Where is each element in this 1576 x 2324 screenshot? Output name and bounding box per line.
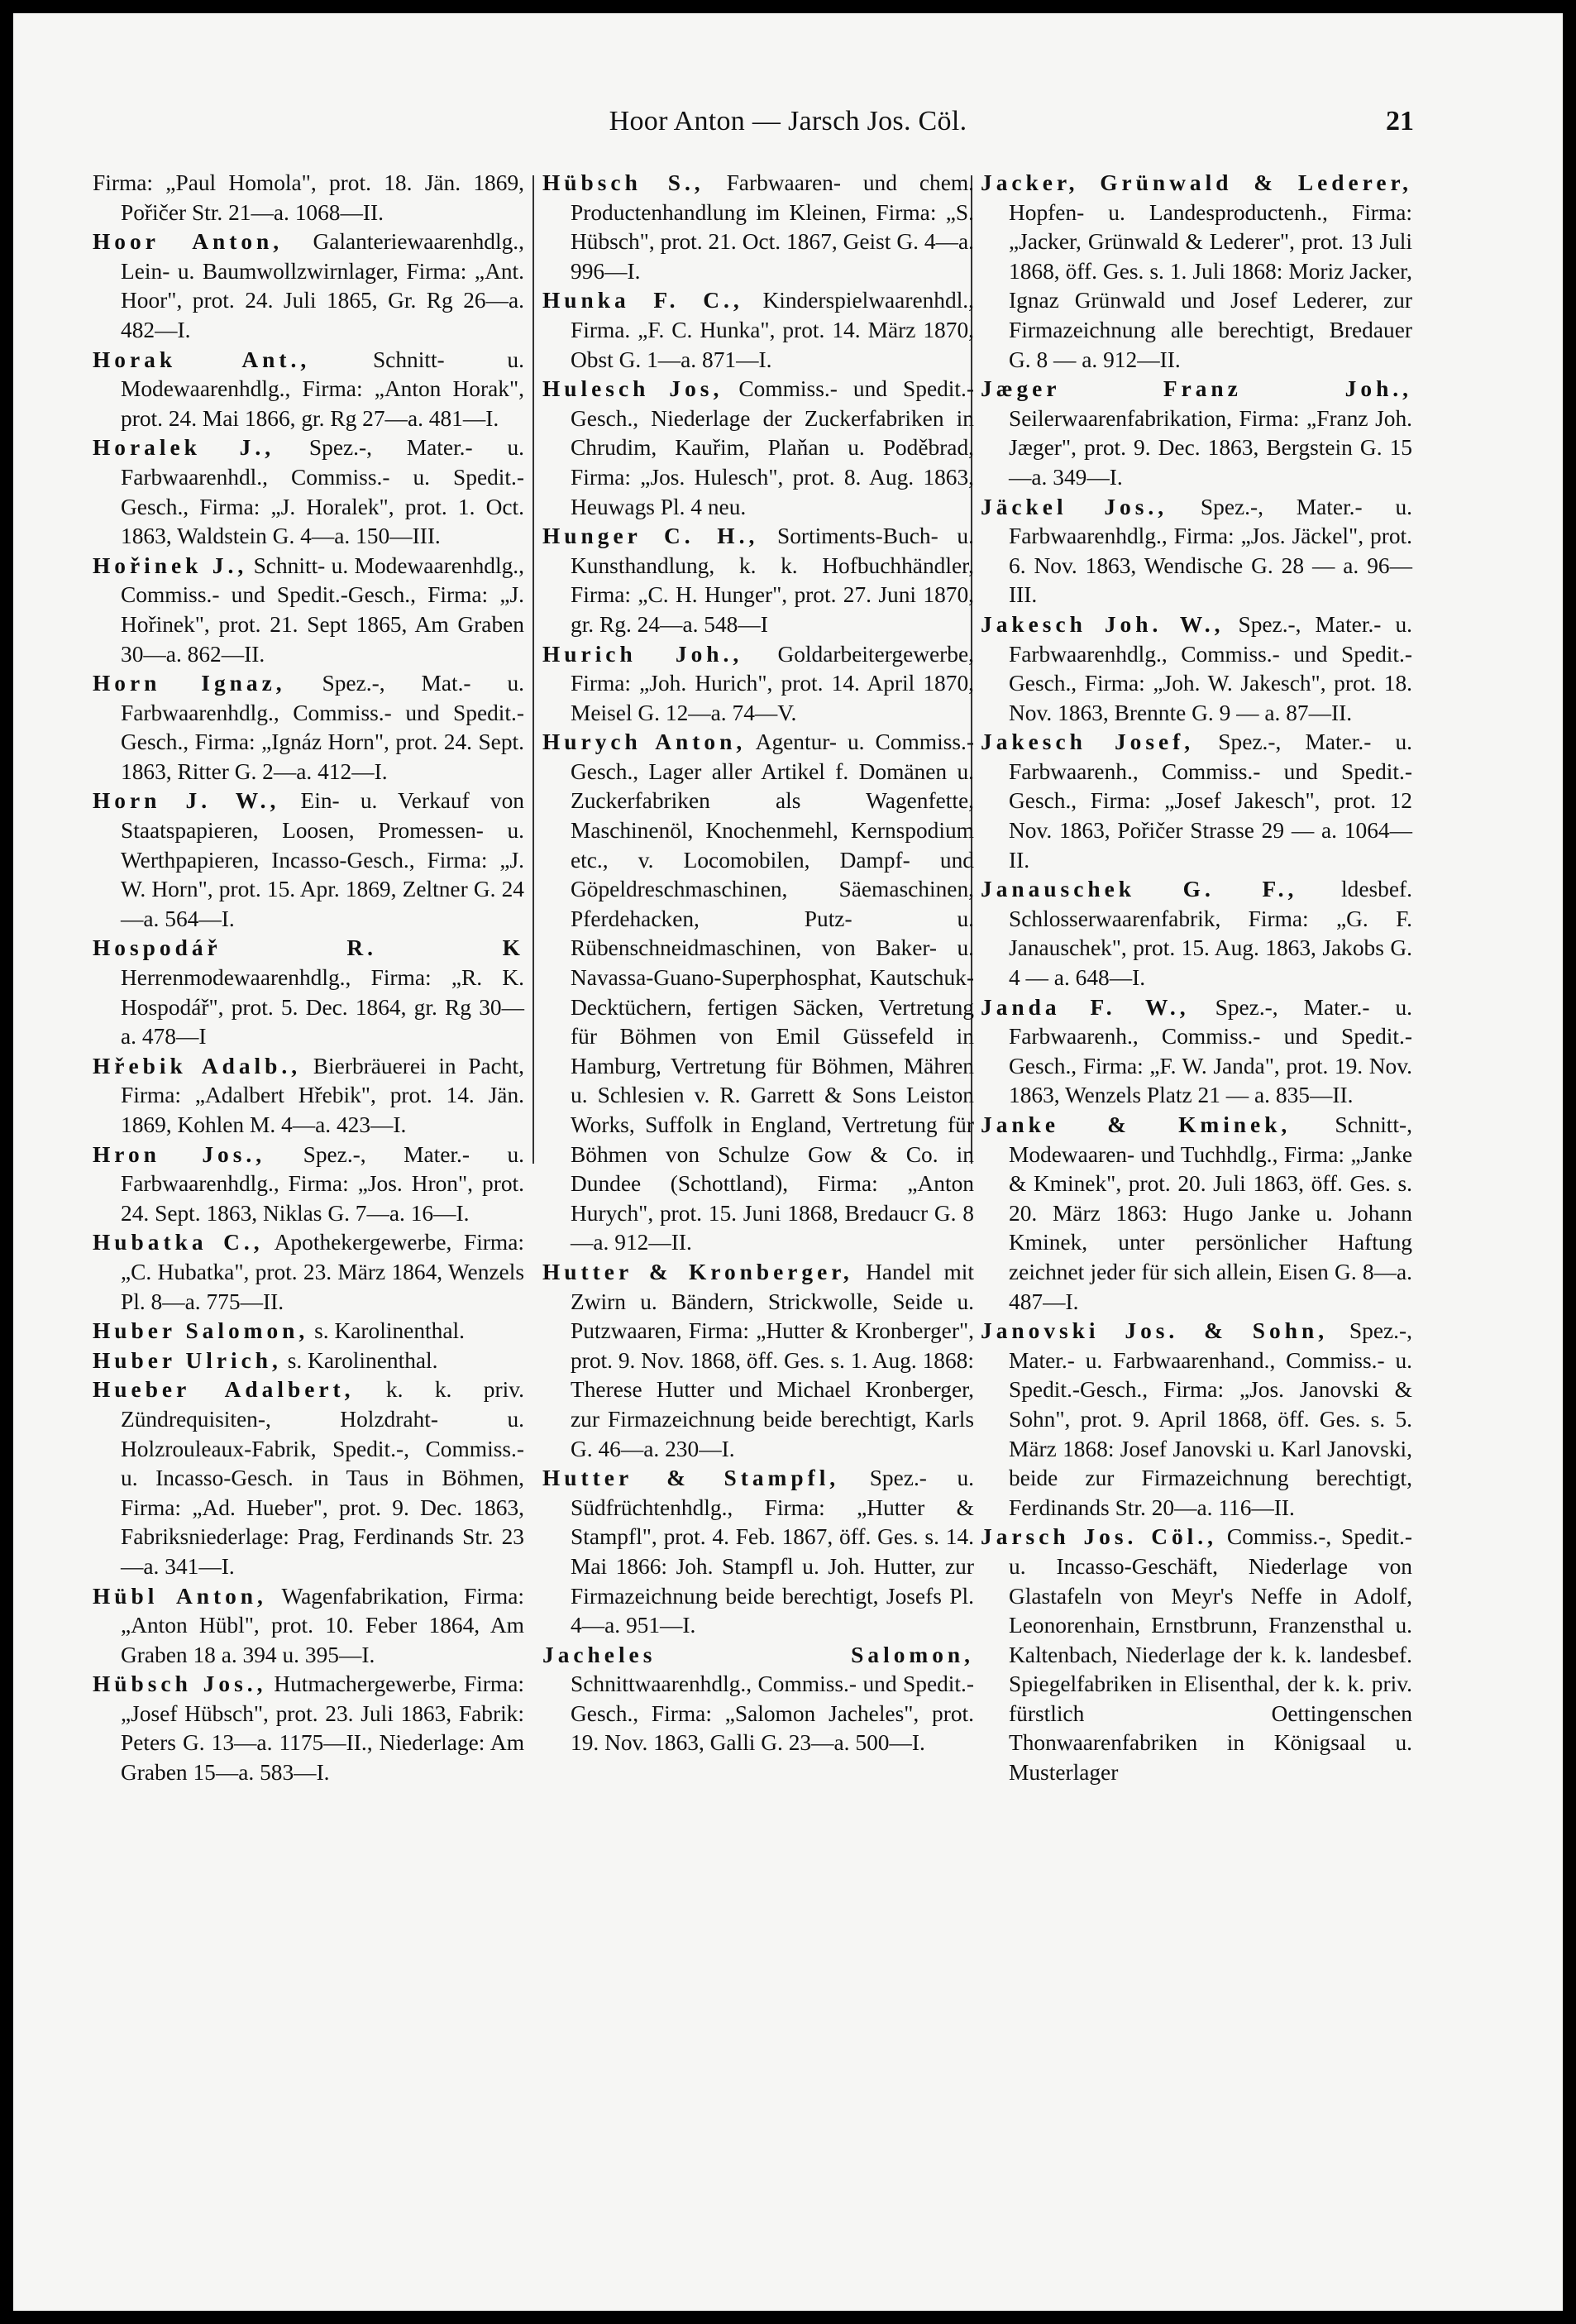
entry-text: Spez.-, Mater.- u. Farbwaarenhdl., Commiss.- u. Spedit.-Gesch., Firma: „J. Horalek", prot. 1. Oct. 1863, Waldstein G. 4—a. 150—III. xyxy=(121,435,525,549)
directory-entry xyxy=(93,552,524,669)
entry-text: Apothekergewerbe, Firma: „C. Hubatka", prot. 23. März 1864, Wenzels Pl. 8—a. 775—II. xyxy=(121,1230,524,1314)
entry-name: Hutter & Stampfl, xyxy=(542,1466,840,1491)
directory-entry xyxy=(93,934,524,1051)
entry-text: Firma: „Paul Homola", prot. 18. Jän. 1869, Pořičer Str. 21—a. 1068—II. xyxy=(93,170,524,225)
directory-entry xyxy=(981,375,1412,492)
entry-text: Goldarbeitergewerbe, Firma: „Joh. Hurich", prot. 14. April 1870, Meisel G. 12—a. 74—V. xyxy=(571,641,974,725)
entry-name: Hunka F. C., xyxy=(542,288,743,313)
entry-text: Spez.-, Mater.- u. Farbwaarenhdlg., Commiss.- und Spedit.-Gesch., Firma: „Joh. W. Jakesch", prot. 18. Nov. 1863, Brennte G. 9 — a. 87—II. xyxy=(1009,611,1412,725)
directory-entry xyxy=(542,522,974,639)
entry-text: Spez.-, Mater.- u. Farbwaarenh., Commiss.- und Spedit.-Gesch., Firma: „F. W. Janda", prot. 19. Nov. 1863, Wenzels Platz 21 — a. 835—II. xyxy=(1009,994,1412,1108)
entry-text: Ein- u. Verkauf von Staatspapieren, Loosen, Promessen- u. Werthpapieren, Incasso-Gesch., Firma: „J. W. Horn", prot. 15. Apr. 1869, Zeltner G. 24—a. 564—I. xyxy=(121,788,524,931)
entry-name: Jæger Franz Joh., xyxy=(981,376,1412,402)
entry-text: ldesbef. Schlosserwaarenfabrik, Firma: „G. F. Janauschek", prot. 15. Aug. 1863, Jakobs G. 4 — a. 648—I. xyxy=(1009,877,1412,991)
entry-name: Jäckel Jos., xyxy=(981,494,1168,519)
directory-entry xyxy=(981,1317,1412,1523)
directory-entry xyxy=(93,1582,524,1671)
directory-entry xyxy=(542,375,974,522)
entry-text: Hutmachergewerbe, Firma: „Josef Hübsch", prot. 23. Juli 1863, Fabrik: Peters G. 13—a. 1175—II., Niederlage: Am Graben 15—a. 583—I. xyxy=(121,1671,524,1786)
entry-text: Schnitt-, Modewaaren- und Tuchhdlg., Firma: „Janke & Kminek", prot. 20. Juli 1863, öff. Ges. s. 20. März 1863: Hugo Janke u. Johann Kminek, unter persönlicher Haftung zeichnet jeder für sich allein, Eisen G. 8—a. 487—I. xyxy=(1009,1112,1412,1314)
entry-name: Jacker, Grünwald & Lederer, xyxy=(981,170,1412,195)
entry-name: Hulesch Jos, xyxy=(542,376,724,402)
entry-name: Jakesch Joh. W., xyxy=(981,611,1225,637)
entry-text: Spez.-, Mater.- u. Farbwaarenh., Commiss.- und Spedit.-Gesch., Firma: „Josef Jakesch", prot. 12 Nov. 1863, Pořičer Strasse 29 — a. 1064—II. xyxy=(1009,729,1412,873)
entry-name: Jacheles Salomon, xyxy=(542,1642,974,1667)
entry-name: Huber Ulrich, xyxy=(93,1347,282,1373)
directory-entry xyxy=(93,1317,524,1346)
entry-name: Horalek J., xyxy=(93,435,275,461)
entry-text: Handel mit Zwirn u. Bändern, Strickwolle, Seide u. Putzwaaren, Firma: „Hutter & Kronberger", prot. 9. Nov. 1868, öff. Ges. s. 1. Aug. 1868: Therese Hutter und Michael Kronberger, zur Firmazeichnung beide berechtigt, Karls G. 46—a. 230—I. xyxy=(571,1259,974,1461)
entry-name: Hübsch S., xyxy=(542,170,704,195)
directory-entry xyxy=(93,1670,524,1787)
entry-name: Hřebik Adalb., xyxy=(93,1053,302,1078)
entry-name: Hurich Joh., xyxy=(542,641,743,667)
entry-name: Hübsch Jos., xyxy=(93,1671,267,1697)
directory-entry xyxy=(542,1258,974,1464)
directory-entry xyxy=(981,728,1412,875)
entry-name: Huber Salomon, xyxy=(93,1318,309,1344)
directory-entry xyxy=(542,286,974,375)
entry-name: Jakesch Josef, xyxy=(981,729,1195,755)
entry-text: Spez.-, Mater.- u. Farbwaarenhand., Commiss.- u. Spedit.-Gesch., Firma: „Jos. Janovski & Sohn", prot. 9. April 1868, öff. Ges. s. 5. März 1868: Josef Janovski u. Karl Janovski, beide zur Firmazeichnung berechtigt, Ferdinands Str. 20—a. 116—II. xyxy=(1009,1318,1412,1520)
column-3 xyxy=(981,169,1412,1788)
entry-text: Wagenfabrikation, Firma: „Anton Hübl", prot. 10. Feber 1864, Am Graben 18 a. 394 u. 395—I. xyxy=(121,1583,524,1667)
directory-entry xyxy=(93,1346,524,1376)
entry-text: s. Karolinenthal. xyxy=(314,1318,465,1344)
entry-name: Hueber Adalbert, xyxy=(93,1377,355,1403)
entry-name: Hron Jos., xyxy=(93,1141,266,1167)
entry-name: Horn Ignaz, xyxy=(93,671,286,696)
entry-text: Commiss.-, Spedit.- u. Incasso-Geschäft, Niederlage von Glastafeln von Meyr's Neffe in Adolf, Leonorenhain, Ernstbrunn, Franzensthal u. Kaltenbach, Niederlage der k. k. landesbef. Spiegelfabriken in Elisenthal, der k. k. priv. fürstlich Oettingenschen Thonwaarenfabriken in Königsaal u. Musterlager xyxy=(1009,1524,1412,1786)
entry-name: Janda F. W., xyxy=(981,994,1190,1020)
column-2 xyxy=(542,169,974,1758)
entry-name: Hunger C. H., xyxy=(542,524,759,549)
directory-entry xyxy=(542,640,974,729)
entry-text: Seilerwaarenfabrikation, Firma: „Franz Joh. Jæger", prot. 9. Dec. 1863, Bergstein G. 15—a. 349—I. xyxy=(1009,405,1412,490)
entry-text: Kinderspielwaarenhdl., Firma. „F. C. Hunka", prot. 14. März 1870, Obst G. 1—a. 871—I. xyxy=(571,288,974,372)
directory-entry xyxy=(93,169,524,227)
directory-entry xyxy=(981,1523,1412,1787)
directory-entry xyxy=(93,1052,524,1140)
entry-name: Horak Ant., xyxy=(93,347,311,372)
entry-text: Spez.-, Mater.- u. Farbwaarenhdlg., Firma: „Jos. Hron", prot. 24. Sept. 1863, Niklas G. 7—a. 16—I. xyxy=(121,1141,524,1226)
page-number: 21 xyxy=(1386,106,1414,136)
entry-text: Spez.-, Mat.- u. Farbwaarenhdlg., Commiss.- und Spedit.-Gesch., Firma: „Ignáz Horn", prot. 24. Sept. 1863, Ritter G. 2—a. 412—I. xyxy=(121,671,524,784)
entry-text: Galanteriewaarenhdlg., Lein- u. Baumwollzwirnlager, Firma: „Ant. Hoor", prot. 24. Juli 1865, Gr. Rg 26—a. 482—I. xyxy=(121,229,524,342)
entry-name: Hubatka C., xyxy=(93,1230,264,1255)
entry-name: Hořinek J., xyxy=(93,552,248,578)
entry-name: Hospodář R. K xyxy=(93,935,524,961)
entry-text: Schnitt- u. Modewaarenhdlg., Commiss.- und Spedit.-Gesch., Firma: „J. Hořinek", prot. 21. Sept 1865, Am Graben 30—a. 862—II. xyxy=(121,552,524,667)
directory-entry xyxy=(542,1464,974,1641)
column-1 xyxy=(93,169,524,1788)
entry-text: Schnittwaarenhdlg., Commiss.- und Spedit.-Gesch., Firma: „Salomon Jacheles", prot. 19. Nov. 1863, Galli G. 23—a. 500—I. xyxy=(571,1671,974,1756)
entry-text: Spez.- u. Südfrüchtenhdlg., Firma: „Hutter & Stampfl", prot. 4. Feb. 1867, öff. Ges. s. 14. Mai 1866: Joh. Stampfl u. Joh. Hutter, zur Firmazeichnung beide berechtigt, Josefs Pl. 4—a. 951—I. xyxy=(571,1466,974,1638)
entry-name: Hutter & Kronberger, xyxy=(542,1259,853,1284)
entry-text: Schnitt- u. Modewaarenhdlg., Firma: „Anton Horak", prot. 24. Mai 1866, gr. Rg 27—a. 481—I. xyxy=(121,347,524,431)
entry-name: Horn J. W., xyxy=(93,788,280,814)
directory-entry xyxy=(542,169,974,286)
directory-entry xyxy=(981,875,1412,992)
directory-entry xyxy=(542,1641,974,1758)
directory-entry xyxy=(93,1140,524,1229)
entry-text: Spez.-, Mater.- u. Farbwaarenhdlg., Firma: „Jos. Jäckel", prot. 6. Nov. 1863, Wendische G. 28 — a. 96—III. xyxy=(1009,494,1412,608)
directory-entry xyxy=(93,346,524,434)
directory-entry xyxy=(981,493,1412,610)
directory-entry xyxy=(981,1111,1412,1317)
entry-text: Farbwaaren- und chem. Productenhandlung im Kleinen, Firma: „S. Hübsch", prot. 21. Oct. 1867, Geist G. 4—a. 996—I. xyxy=(571,170,974,284)
directory-entry xyxy=(981,169,1412,375)
directory-entry xyxy=(93,433,524,551)
directory-entry xyxy=(981,610,1412,728)
entry-name: Hurych Anton, xyxy=(542,729,747,755)
entry-name: Janke & Kminek, xyxy=(981,1112,1292,1137)
entry-name: Janovski Jos. & Sohn, xyxy=(981,1318,1329,1344)
entry-text: Bierbräuerei in Pacht, Firma: „Adalbert Hřebik", prot. 14. Jän. 1869, Kohlen M. 4—a. 423—I. xyxy=(121,1053,524,1137)
entry-text: Hopfen- u. Landesproductenh., Firma: „Jacker, Grünwald & Lederer", prot. 13 Juli 1868, öff. Ges. s. 1. Juli 1868: Moriz Jacker, Ignaz Grünwald und Josef Lederer, zur Firmazeichnung alle berechtigt, Bredauer G. 8 — a. 912—II. xyxy=(1009,199,1412,372)
running-header xyxy=(13,106,1563,147)
column-rule xyxy=(532,175,534,1164)
directory-entry xyxy=(93,227,524,345)
entry-text: k. k. priv. Zündrequisiten-, Holzdraht- u. Holzrouleaux-Fabrik, Spedit.-, Commiss.- u. Incasso-Gesch. in Taus in Böhmen, Firma: „Ad. Hueber", prot. 9. Dec. 1863, Fabriksniederlage: Prag, Ferdinands Str. 23—a. 341—I. xyxy=(121,1377,524,1579)
entry-name: Hübl Anton, xyxy=(93,1583,267,1609)
directory-entry xyxy=(981,993,1412,1111)
directory-entry xyxy=(93,787,524,934)
directory-entry xyxy=(93,1228,524,1317)
header-title: Hoor Anton — Jarsch Jos. Cöl. xyxy=(609,106,967,136)
entry-text: Commiss.- und Spedit.-Gesch., Niederlage der Zuckerfabriken in Chrudim, Kauřim, Plaňan u. Poděbrad, Firma: „Jos. Hulesch", prot. 8. Aug. 1863, Heuwags Pl. 4 neu. xyxy=(571,376,974,519)
entry-name: Janauschek G. F., xyxy=(981,877,1298,902)
entry-text: s. Karolinenthal. xyxy=(287,1347,438,1373)
directory-entry xyxy=(93,1375,524,1581)
page xyxy=(13,13,1563,2311)
directory-entry xyxy=(542,728,974,1258)
entry-text: Herrenmodewaarenhdlg., Firma: „R. K. Hospodář", prot. 5. Dec. 1864, gr. Rg 30—a. 478—I xyxy=(121,965,524,1050)
entry-text: Sortiments-Buch- u. Kunsthandlung, k. k. Hofbuchhändler, Firma: „C. H. Hunger", prot. 27. Juni 1870, gr. Rg. 24—a. 548—I xyxy=(571,524,974,637)
entry-text: Agentur- u. Commiss.-Gesch., Lager aller Artikel f. Domänen u. Zuckerfabriken als Wagenfette, Maschinenöl, Knochenmehl, Kernspodium etc., v. Locomobilen, Dampf- und Göpeldreschmaschinen, Säemaschinen, Pferdehacken, Putz- u. Rübenschneidmaschinen, von Baker- u. Navassa-Guano-Superphosphat, Kautschuk-Decktüchern, fertigen Säcken, Vertretung für Böhmen von Emil Güssefeld in Hamburg, Vertretung für Böhmen, Mähren u. Schlesien v. R. Garrett & Sons Leiston Works, Suffolk in England, Vertretung für Böhmen von Schulze Gow & Co. in Dundee (Schottland), Firma: „Anton Hurych", prot. 15. Juni 1868, Bredaucr G. 8—a. 912—II. xyxy=(571,729,975,1255)
entry-name: Hoor Anton, xyxy=(93,229,284,255)
directory-entry xyxy=(93,669,524,787)
entry-name: Jarsch Jos. Cöl., xyxy=(981,1524,1217,1550)
